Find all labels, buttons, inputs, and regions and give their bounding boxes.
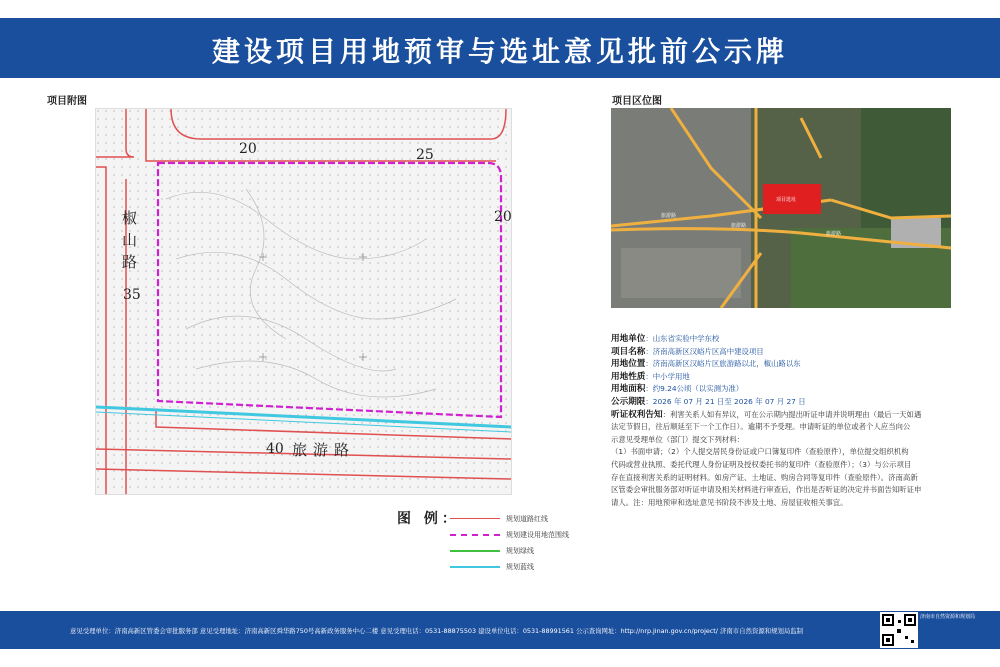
site-plan-drawing bbox=[96, 109, 511, 494]
legend-item-boundary: 规划建设用地范围线 bbox=[450, 530, 610, 546]
dim-left: 35 bbox=[123, 287, 141, 303]
hearing-line: （1）书面申请；（2）个人提交居民身份证或户口簿复印件（查验原件），单位提交组织机构 bbox=[611, 447, 909, 457]
info-row: 用地位置：济南高新区汉峪片区旅游路以北，椒山路以东 bbox=[611, 359, 801, 370]
legend-item-green: 规划绿线 bbox=[450, 546, 610, 562]
location-map-drawing bbox=[611, 108, 951, 308]
footer bbox=[0, 611, 1000, 649]
qr-code-icon bbox=[880, 612, 918, 648]
footer-text: 意见受理单位：济南高新区管委会审批服务部 意见受理地址：济南高新区舜华路750号高新政务服务中心二楼 意见受理电话：0531-88875503 建设单位电话：0531-88991561 公示查询网址：http://nrp.jinan.gov.cn/project/ 济南市自然资源和规划局监制 bbox=[70, 627, 804, 635]
legend bbox=[450, 514, 610, 578]
road-label-lvyou: 旅游路 bbox=[292, 441, 356, 459]
site-plan bbox=[95, 108, 512, 495]
dim-top-right: 25 bbox=[416, 147, 434, 163]
legend-title: 图 例： bbox=[397, 511, 460, 527]
dim-bottom: 40 bbox=[266, 441, 284, 457]
legend-item-blue: 规划蓝线 bbox=[450, 562, 610, 578]
info-row: 公示期限：2026 年 07 月 21 日至 2026 年 07 月 27 日 bbox=[611, 396, 806, 407]
map-road-label-2: 旅游路 bbox=[731, 223, 747, 229]
info-row: 用地性质：中小学用地 bbox=[611, 371, 690, 382]
info-row: 用地单位：山东省实验中学东校 bbox=[611, 334, 720, 344]
info-row: 用地面积：约9.24公顷（以实测为准） bbox=[611, 384, 744, 395]
hearing-line: 代码或营业执照、委托代理人身份证明及授权委托书的复印件（查验原件）；（3）与公示项目 bbox=[611, 459, 912, 469]
dim-top-left: 20 bbox=[239, 141, 257, 157]
info-row: 项目名称：济南高新区汉峪片区高中建设项目 bbox=[611, 346, 764, 357]
road-label-jiaoshan: 椒山路 bbox=[122, 209, 138, 271]
location-map bbox=[611, 108, 951, 308]
project-info bbox=[611, 333, 961, 509]
page-title: 建设项目用地预审与选址意见批前公示牌 bbox=[211, 35, 788, 68]
map-road-label-1: 旅游路 bbox=[661, 213, 677, 219]
hearing-line: 请人。注：用地预审和选址意见书阶段不涉及土地、房屋征收相关事宜。 bbox=[611, 497, 848, 507]
qr-label: 济南市自然资源和规划局 bbox=[920, 614, 976, 620]
hearing-line: 存在直接利害关系的证明材料。如房产证、土地证、购房合同等复印件（查验原件）。济南高新 bbox=[611, 472, 918, 482]
map-section-title: 项目区位图 bbox=[612, 96, 662, 107]
hearing-line: 区管委会审批服务部对听证申请及相关材料进行审查后，作出是否听证的决定并书面告知听证申 bbox=[611, 485, 922, 495]
hearing-line: 示意见受理单位（部门）提交下列材料： bbox=[611, 434, 745, 444]
hearing-line: 法定节假日，往后顺延至下一个工作日）。逾期不予受理。申请听证的单位或者个人应当向公 bbox=[611, 422, 911, 432]
legend-item-road: 规划道路红线 bbox=[450, 514, 610, 530]
hearing-row: 听证权利告知：利害关系人如有异议，可在公示期内提出听证申请并说明理由（最后一天如遇 bbox=[611, 409, 922, 420]
plan-section-title: 项目附图 bbox=[47, 96, 87, 107]
map-road-label-3: 旅游路 bbox=[826, 231, 842, 237]
dim-right: 20 bbox=[494, 209, 512, 225]
map-site-label: 项目选址 bbox=[776, 197, 797, 203]
